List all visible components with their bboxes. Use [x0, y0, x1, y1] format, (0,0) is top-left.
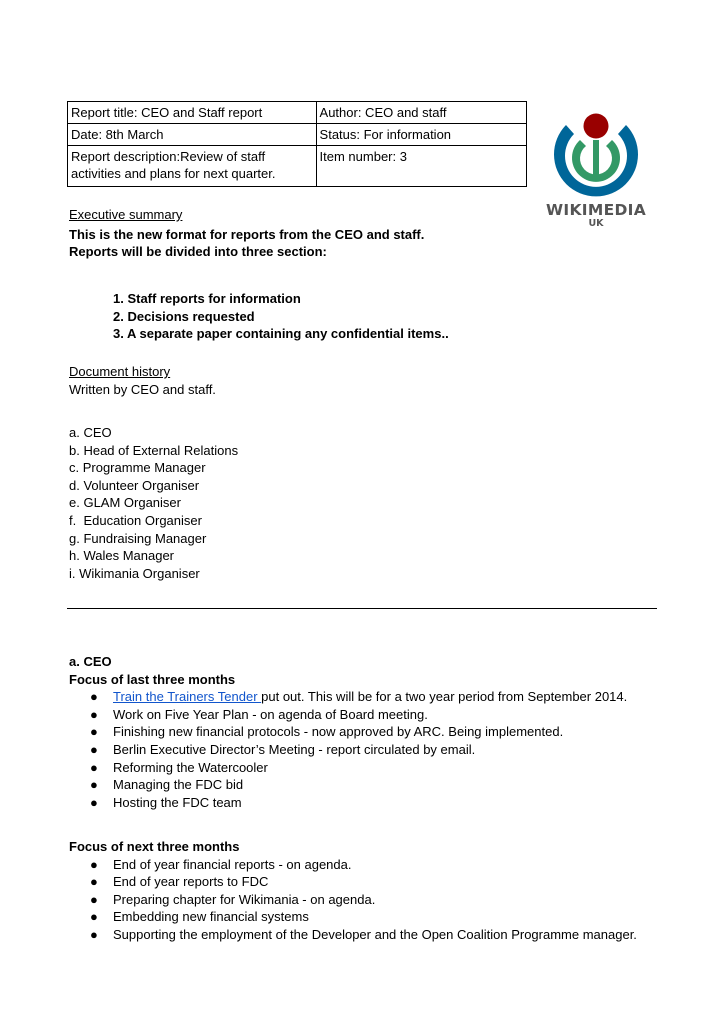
logo-stem: [593, 140, 599, 180]
date-cell: Date: 8th March: [68, 124, 317, 146]
list-item: 1. Staff reports for information: [113, 291, 301, 306]
list-item-text: Preparing chapter for Wikimania - on agenda.: [113, 891, 376, 907]
list-item: 2. Decisions requested: [113, 308, 255, 324]
list-item: [69, 856, 637, 874]
document-history-heading: Document history: [69, 364, 171, 379]
bullet-icon: ●: [90, 741, 98, 757]
list-item-text: Managing the FDC bid: [113, 777, 244, 793]
document-history-text: Written by CEO and staff.: [69, 381, 216, 397]
list-item: [69, 741, 627, 759]
next-three-months: [69, 838, 637, 944]
list-item: [69, 926, 637, 944]
bullet-icon: ●: [90, 759, 98, 775]
list-item-text: Supporting the employment of the Developer and the Open Coalition Programme manager.: [113, 926, 637, 942]
description-cell: [68, 146, 317, 187]
train-the-trainers-link[interactable]: Train the Trainers Tender: [113, 689, 262, 705]
list-item: e. GLAM Organiser: [69, 495, 181, 511]
list-item: a. CEO: [69, 425, 112, 440]
bullet-icon: ●: [90, 777, 98, 793]
list-item: f. Education Organiser: [69, 512, 202, 528]
list-item-text: Finishing new financial protocols - now approved by ARC. Being implemented.: [113, 724, 564, 740]
description-line-1: Report description:Review of staff: [71, 149, 266, 164]
list-item-text: Hosting the FDC team: [113, 794, 242, 810]
executive-summary-heading: Executive summary: [69, 207, 183, 222]
list-item-text: End of year financial reports - on agenda.: [113, 856, 352, 872]
next-three-months-list: [69, 856, 637, 944]
list-item: [69, 706, 627, 724]
list-item: [69, 776, 627, 794]
item-number-cell: Item number: 3: [316, 146, 526, 187]
bullet-icon: ●: [90, 874, 98, 890]
list-item: h. Wales Manager: [69, 548, 175, 564]
bullet-icon: ●: [90, 909, 98, 925]
list-item: [69, 891, 637, 909]
ceo-heading: a. CEO: [69, 654, 112, 669]
document-history: [69, 363, 216, 398]
list-item: [69, 688, 627, 706]
last-three-months-heading: Focus of last three months: [69, 671, 236, 687]
list-item: [69, 759, 627, 777]
logo-wordmark: WIKIMEDIA: [546, 201, 646, 219]
bullet-icon: ●: [90, 724, 98, 740]
report-title-cell: Report title: CEO and Staff report: [68, 102, 317, 124]
last-three-months-list: [69, 688, 627, 811]
bullet-icon: ●: [90, 926, 98, 942]
executive-summary-line-1: This is the new format for reports from the CEO and staff.: [69, 226, 425, 242]
author-cell: Author: CEO and staff: [316, 102, 526, 124]
list-item-text: Reforming the Watercooler: [113, 759, 268, 775]
logo-sub: UK: [588, 218, 604, 229]
bullet-icon: ●: [90, 689, 98, 705]
list-item-text: Work on Five Year Plan - on agenda of Board meeting.: [113, 706, 428, 722]
list-item: b. Head of External Relations: [69, 442, 239, 458]
list-item: [69, 873, 637, 891]
logo-red-dot: [584, 114, 609, 139]
report-sections-list: [113, 290, 449, 343]
list-item: [69, 908, 637, 926]
list-item: d. Volunteer Organiser: [69, 477, 200, 493]
wikimedia-logo-icon: [537, 110, 655, 202]
status-cell: Status: For information: [316, 124, 526, 146]
staff-sections-list: [69, 424, 238, 582]
list-item: c. Programme Manager: [69, 460, 206, 476]
ceo-section: [69, 653, 627, 811]
list-item-text: Berlin Executive Director’s Meeting - report circulated by email.: [113, 741, 476, 757]
bullet-icon: ●: [90, 856, 98, 872]
bullet-icon: ●: [90, 706, 98, 722]
bullet-icon: ●: [90, 794, 98, 810]
list-item: 3. A separate paper containing any confidential items..: [113, 326, 449, 342]
list-item: g. Fundraising Manager: [69, 530, 207, 546]
list-item: [69, 723, 627, 741]
wikimedia-uk-logo: [537, 110, 655, 230]
list-item: i. Wikimania Organiser: [69, 565, 200, 581]
list-item-text: End of year reports to FDC: [113, 874, 269, 890]
description-line-2: activities and plans for next quarter.: [71, 166, 276, 181]
next-three-months-heading: Focus of next three months: [69, 839, 240, 854]
report-meta-table: [67, 101, 527, 187]
executive-summary-line-2: Reports will be divided into three section:: [69, 244, 327, 260]
list-item-text: put out. This will be for a two year period from September 2014.: [261, 689, 628, 705]
list-item: [69, 794, 627, 812]
executive-summary: [69, 206, 424, 261]
list-item-text: Embedding new financial systems: [113, 909, 309, 925]
horizontal-divider: [67, 608, 657, 609]
bullet-icon: ●: [90, 891, 98, 907]
